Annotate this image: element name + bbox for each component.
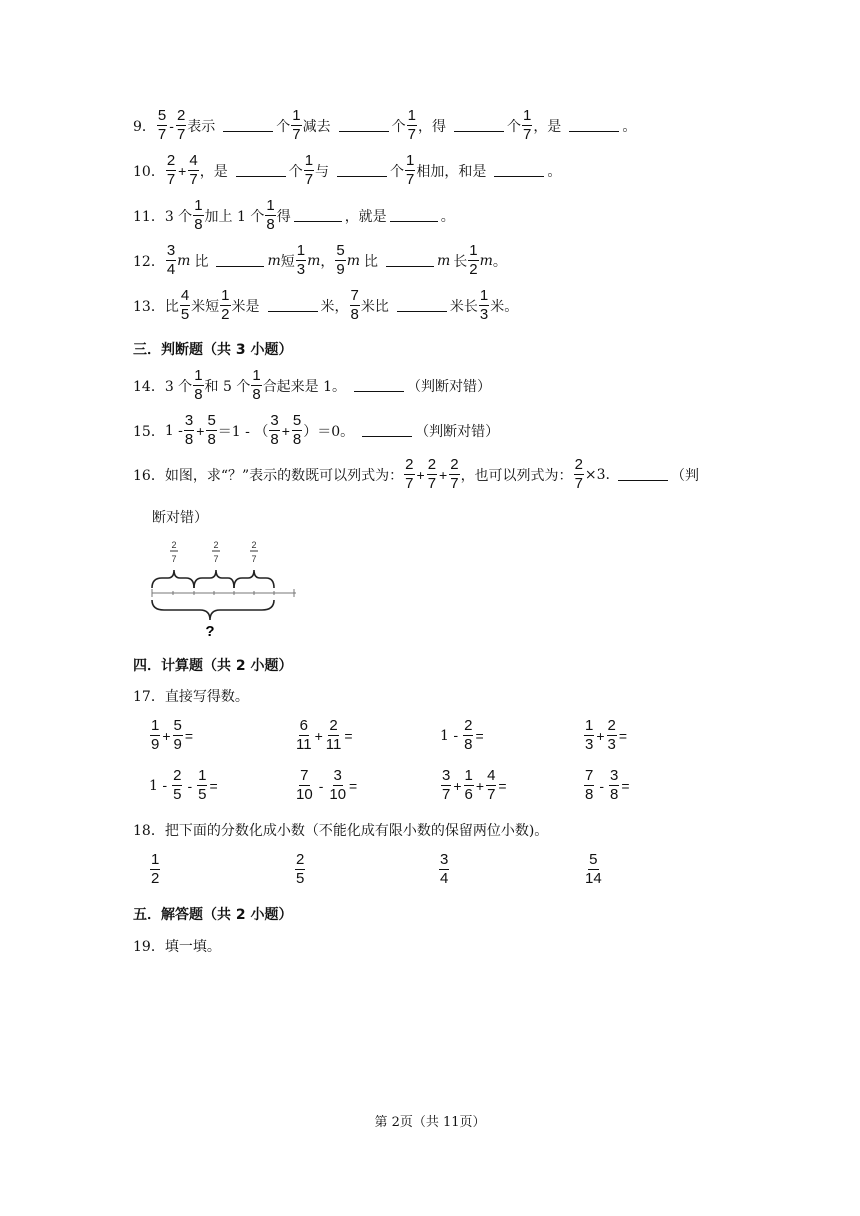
denominator: 3 — [296, 261, 306, 278]
section-heading: 三．判断题（共 3 小题） — [133, 342, 293, 358]
denominator: 6 — [464, 786, 473, 803]
text: （判断对错） — [407, 378, 492, 395]
text: 米短 — [191, 298, 220, 315]
question-mark: ? — [205, 623, 215, 640]
fraction — [439, 852, 449, 887]
question-number: 11． — [133, 208, 165, 225]
operator: + — [596, 727, 605, 744]
numerator: 3 — [184, 412, 194, 429]
text: 个 — [391, 118, 406, 135]
question-number: 17． — [133, 689, 165, 705]
denominator: 11 — [296, 736, 312, 753]
question-11 — [133, 198, 455, 233]
text: 。 — [492, 253, 507, 270]
answer-blank[interactable] — [339, 119, 389, 132]
fraction — [166, 243, 176, 278]
denominator: 8 — [252, 386, 261, 403]
decimal-item-4 — [583, 852, 604, 887]
numerator: 2 — [427, 456, 437, 473]
numerator: 1 — [194, 367, 203, 384]
numerator: 3 — [440, 851, 449, 868]
answer-blank[interactable] — [337, 164, 387, 177]
question-number: 12． — [133, 253, 165, 270]
denominator: 7 — [407, 126, 416, 143]
numerator: 1 — [221, 287, 230, 304]
denominator: 8 — [464, 736, 473, 753]
numerator: 1 — [585, 717, 594, 734]
denominator: 3 — [585, 736, 594, 753]
text: 3 个 — [164, 208, 193, 225]
denominator: 10 — [296, 786, 313, 803]
text: 与 — [315, 163, 330, 180]
question-19 — [133, 936, 221, 956]
numerator: 3 — [442, 767, 451, 784]
text: m — [436, 252, 451, 269]
operator: + — [281, 422, 290, 439]
text: m — [267, 252, 281, 269]
fraction — [441, 768, 451, 803]
fraction — [486, 768, 496, 803]
denominator: 7 — [427, 475, 437, 492]
text: 比 — [363, 253, 378, 270]
text: m — [479, 252, 493, 269]
numerator: 3 — [610, 767, 619, 784]
numerator: 5 — [336, 242, 345, 259]
answer-blank[interactable] — [236, 164, 286, 177]
operator: - — [187, 777, 193, 794]
numerator: 1 — [464, 767, 473, 784]
question-number: 9． — [133, 118, 156, 135]
denominator: 8 — [184, 431, 194, 448]
fraction — [295, 852, 305, 887]
text: 和 5 个 — [204, 378, 251, 395]
fraction — [193, 368, 203, 403]
fraction — [173, 718, 183, 753]
question-14 — [133, 368, 491, 403]
text: ， — [320, 253, 335, 270]
fraction — [176, 108, 186, 143]
fraction — [206, 413, 216, 448]
numerator: 2 — [607, 717, 616, 734]
question-9 — [133, 108, 636, 143]
fraction — [292, 413, 302, 448]
fraction — [295, 718, 313, 753]
text: 得 — [276, 208, 291, 225]
denominator: 7 — [292, 126, 301, 143]
fraction — [609, 768, 619, 803]
numerator: 1 — [469, 242, 478, 259]
numerator: 1 — [194, 197, 203, 214]
denominator: 5 — [173, 786, 182, 803]
question-18 — [133, 820, 548, 840]
denominator: 8 — [194, 216, 203, 233]
denominator: 5 — [296, 870, 305, 887]
numerator: 1 — [151, 717, 160, 734]
denominator: 8 — [207, 431, 216, 448]
question-12 — [133, 243, 507, 278]
fraction — [157, 108, 167, 143]
text: 米。 — [490, 298, 519, 315]
denominator: 7 — [166, 171, 176, 188]
numerator: 2 — [464, 717, 473, 734]
denominator: 7 — [487, 786, 496, 803]
answer-blank[interactable] — [216, 254, 264, 267]
operator: = — [498, 777, 507, 794]
operator: + — [475, 777, 485, 794]
numerator: 5 — [207, 412, 216, 429]
text: ）＝0。 — [303, 423, 355, 440]
fraction — [574, 457, 584, 492]
answer-blank[interactable] — [362, 424, 412, 437]
fraction — [463, 718, 473, 753]
text: 表示 — [187, 118, 216, 135]
brace-diagram — [148, 538, 300, 642]
answer-blank[interactable] — [354, 379, 404, 392]
fraction — [404, 457, 414, 492]
segment-label-numerator: 2 — [251, 540, 257, 550]
page-footer: 第 2页（共 11页） — [374, 1115, 486, 1130]
segment-label-denominator: 7 — [171, 554, 177, 564]
operator: + — [416, 466, 425, 483]
fraction — [180, 288, 190, 323]
fraction — [335, 243, 345, 278]
question-number: 10． — [133, 163, 165, 180]
denominator: 2 — [151, 870, 160, 887]
text: （判断对错） — [415, 423, 500, 440]
calc-item-5 — [149, 768, 219, 803]
fraction — [584, 768, 594, 803]
text: 个 — [390, 163, 405, 180]
text: 米比 — [360, 298, 389, 315]
decimal-item-2 — [294, 852, 306, 887]
answer-blank[interactable] — [397, 299, 447, 312]
denominator: 7 — [522, 126, 532, 143]
section-heading: 五．解答题（共 2 小题） — [133, 907, 293, 923]
fraction — [188, 153, 198, 188]
numerator: 1 — [522, 107, 532, 124]
denominator: 8 — [292, 431, 302, 448]
numerator: 1 — [252, 367, 261, 384]
denominator: 3 — [607, 736, 616, 753]
denominator: 9 — [173, 736, 182, 753]
text: ，也可以列式为： — [460, 467, 573, 484]
answer-blank[interactable] — [390, 209, 438, 222]
segment-label-numerator: 2 — [171, 540, 177, 550]
numerator: 3 — [333, 767, 342, 784]
denominator: 7 — [176, 126, 186, 143]
operator: = — [344, 727, 353, 744]
denominator: 4 — [440, 870, 449, 887]
fraction — [166, 153, 176, 188]
answer-blank[interactable] — [268, 299, 318, 312]
text: 减去 — [302, 118, 331, 135]
text: m — [346, 252, 360, 269]
denominator: 8 — [610, 786, 619, 803]
text: 。 — [622, 118, 637, 135]
fraction — [350, 288, 360, 323]
numerator: 1 — [304, 152, 314, 169]
operator: = — [349, 777, 358, 794]
denominator: 8 — [270, 431, 279, 448]
numerator: 4 — [189, 152, 198, 169]
answer-blank[interactable] — [569, 119, 619, 132]
text: 。 — [547, 163, 562, 180]
text: ，是 — [199, 163, 228, 180]
text: 个 — [506, 118, 521, 135]
numerator: 2 — [296, 851, 305, 868]
fraction — [427, 457, 437, 492]
text: 1 - — [149, 777, 168, 794]
section-heading: 四．计算题（共 2 小题） — [133, 658, 293, 674]
numerator: 2 — [450, 456, 459, 473]
denominator: 7 — [304, 171, 314, 188]
text: 1 - — [164, 422, 183, 439]
question-number: 19． — [133, 939, 165, 955]
answer-blank[interactable] — [294, 209, 342, 222]
numerator: 1 — [151, 851, 160, 868]
numerator: 2 — [574, 456, 583, 473]
numerator: 1 — [296, 242, 306, 259]
question-17 — [133, 686, 249, 706]
fraction — [607, 718, 617, 753]
text: m — [307, 252, 321, 269]
operator: - — [599, 777, 605, 794]
operator: + — [178, 162, 187, 179]
fraction — [584, 718, 594, 753]
fraction — [328, 768, 347, 803]
question-number: 16． — [133, 467, 165, 484]
numerator: 3 — [166, 242, 176, 259]
text: （判 — [671, 467, 699, 484]
numerator: 4 — [487, 767, 496, 784]
answer-blank[interactable] — [494, 164, 544, 177]
question-number: 14． — [133, 378, 165, 395]
denominator: 9 — [151, 736, 160, 753]
denominator: 7 — [450, 475, 459, 492]
numerator: 4 — [180, 287, 190, 304]
text: 比 — [194, 253, 209, 270]
numerator: 5 — [292, 412, 302, 429]
numerator: 5 — [157, 107, 167, 124]
fraction — [291, 108, 301, 143]
numerator: 2 — [173, 767, 182, 784]
text: 把下面的分数化成小数（不能化成有限小数的保留两位小数)。 — [164, 823, 549, 839]
numerator: 1 — [292, 107, 301, 124]
question-number: 13． — [133, 298, 165, 315]
text: ，得 — [417, 118, 446, 135]
operator: - — [169, 117, 174, 134]
operator: = — [184, 727, 194, 744]
numerator: 1 — [479, 287, 489, 304]
question-16 — [133, 457, 699, 492]
calc-item-1 — [149, 718, 194, 753]
denominator: 14 — [585, 870, 602, 887]
denominator: 7 — [189, 171, 198, 188]
numerator: 2 — [166, 152, 176, 169]
text: 相加，和是 — [416, 163, 487, 180]
fraction — [251, 368, 261, 403]
calc-item-7 — [440, 768, 508, 803]
question-16-continued: 断对错） — [152, 510, 208, 526]
denominator: 8 — [194, 386, 203, 403]
text: ×3. — [584, 466, 610, 483]
segment-label-denominator: 7 — [213, 554, 219, 564]
text: 个 — [276, 118, 291, 135]
text: 3 个 — [164, 378, 193, 395]
denominator: 8 — [350, 306, 359, 323]
fraction — [295, 768, 314, 803]
decimal-item-1 — [149, 852, 161, 887]
denominator: 11 — [325, 736, 342, 753]
question-15 — [133, 413, 499, 448]
numerator: 6 — [299, 717, 308, 734]
numerator: 1 — [266, 197, 275, 214]
fraction — [193, 198, 203, 233]
segment-label-numerator: 2 — [213, 540, 219, 550]
text: 米是 — [231, 298, 260, 315]
operator: = — [209, 777, 218, 794]
fraction — [325, 718, 343, 753]
text: m — [177, 252, 191, 269]
denominator: 7 — [574, 475, 583, 492]
calc-item-3 — [440, 718, 485, 753]
text: 加上 1 个 — [204, 208, 265, 225]
fraction — [407, 108, 417, 143]
denominator: 4 — [166, 261, 176, 278]
operator: + — [439, 466, 448, 483]
answer-blank[interactable] — [618, 468, 668, 481]
fraction — [468, 243, 478, 278]
denominator: 8 — [266, 216, 275, 233]
text: 米长 — [449, 298, 478, 315]
numerator: 7 — [350, 287, 359, 304]
calc-item-8 — [583, 768, 631, 803]
numerator: 1 — [406, 152, 415, 169]
calc-item-4 — [583, 718, 628, 753]
answer-blank[interactable] — [223, 119, 273, 132]
segment-label-denominator: 7 — [251, 554, 257, 564]
denominator: 5 — [198, 786, 207, 803]
fraction — [184, 413, 194, 448]
operator: - — [318, 777, 324, 794]
fraction — [584, 852, 603, 887]
decimal-item-3 — [438, 852, 450, 887]
operator: = — [621, 777, 630, 794]
fraction — [522, 108, 532, 143]
question-number: 18． — [133, 823, 165, 839]
numerator: 7 — [585, 767, 594, 784]
text: 长 — [453, 253, 468, 270]
text: 。 — [440, 208, 455, 225]
text: ＝1 - （ — [217, 423, 269, 440]
numerator: 1 — [407, 107, 416, 124]
text: 填一填。 — [164, 939, 221, 955]
answer-blank[interactable] — [454, 119, 504, 132]
text: 直接写得数。 — [164, 689, 249, 705]
numerator: 2 — [405, 456, 414, 473]
fraction — [479, 288, 489, 323]
operator: = — [475, 727, 484, 744]
text: 比 — [164, 298, 179, 315]
question-number: 15． — [133, 423, 165, 440]
fraction — [449, 457, 459, 492]
text: 合起来是 1。 — [262, 378, 347, 395]
denominator: 7 — [442, 786, 451, 803]
fraction — [172, 768, 182, 803]
fraction — [265, 198, 275, 233]
numerator: 5 — [589, 851, 598, 868]
text: 米， — [320, 298, 349, 315]
denominator: 2 — [469, 261, 478, 278]
denominator: 9 — [336, 261, 345, 278]
answer-blank[interactable] — [386, 254, 434, 267]
denominator: 7 — [157, 126, 167, 143]
text: 如图，求“？”表示的数既可以列式为： — [164, 467, 404, 484]
numerator: 7 — [300, 767, 309, 784]
fraction — [464, 768, 474, 803]
text: ，就是 — [344, 208, 387, 225]
denominator: 3 — [479, 306, 489, 323]
calc-item-6 — [294, 768, 358, 803]
denominator: 5 — [180, 306, 190, 323]
operator: + — [453, 777, 462, 794]
numerator: 2 — [176, 107, 186, 124]
denominator: 7 — [405, 475, 414, 492]
fraction — [150, 718, 160, 753]
fraction — [197, 768, 207, 803]
operator: + — [196, 422, 205, 439]
operator: = — [618, 727, 628, 744]
calc-item-2 — [294, 718, 354, 753]
question-13 — [133, 288, 518, 323]
denominator: 2 — [221, 306, 230, 323]
question-10 — [133, 153, 561, 188]
denominator: 10 — [329, 786, 347, 803]
operator: + — [162, 727, 171, 744]
text: 1 - — [440, 727, 459, 744]
text: ，是 — [533, 118, 562, 135]
fraction — [150, 852, 160, 887]
fraction — [296, 243, 306, 278]
fraction — [405, 153, 415, 188]
numerator: 3 — [270, 412, 279, 429]
fraction — [304, 153, 314, 188]
denominator: 8 — [585, 786, 594, 803]
text: 短 — [280, 253, 295, 270]
fraction — [220, 288, 230, 323]
denominator: 7 — [406, 171, 415, 188]
fraction — [269, 413, 279, 448]
operator: + — [314, 727, 323, 744]
numerator: 1 — [198, 767, 207, 784]
numerator: 5 — [173, 717, 182, 734]
text: 个 — [288, 163, 303, 180]
numerator: 2 — [329, 717, 338, 734]
